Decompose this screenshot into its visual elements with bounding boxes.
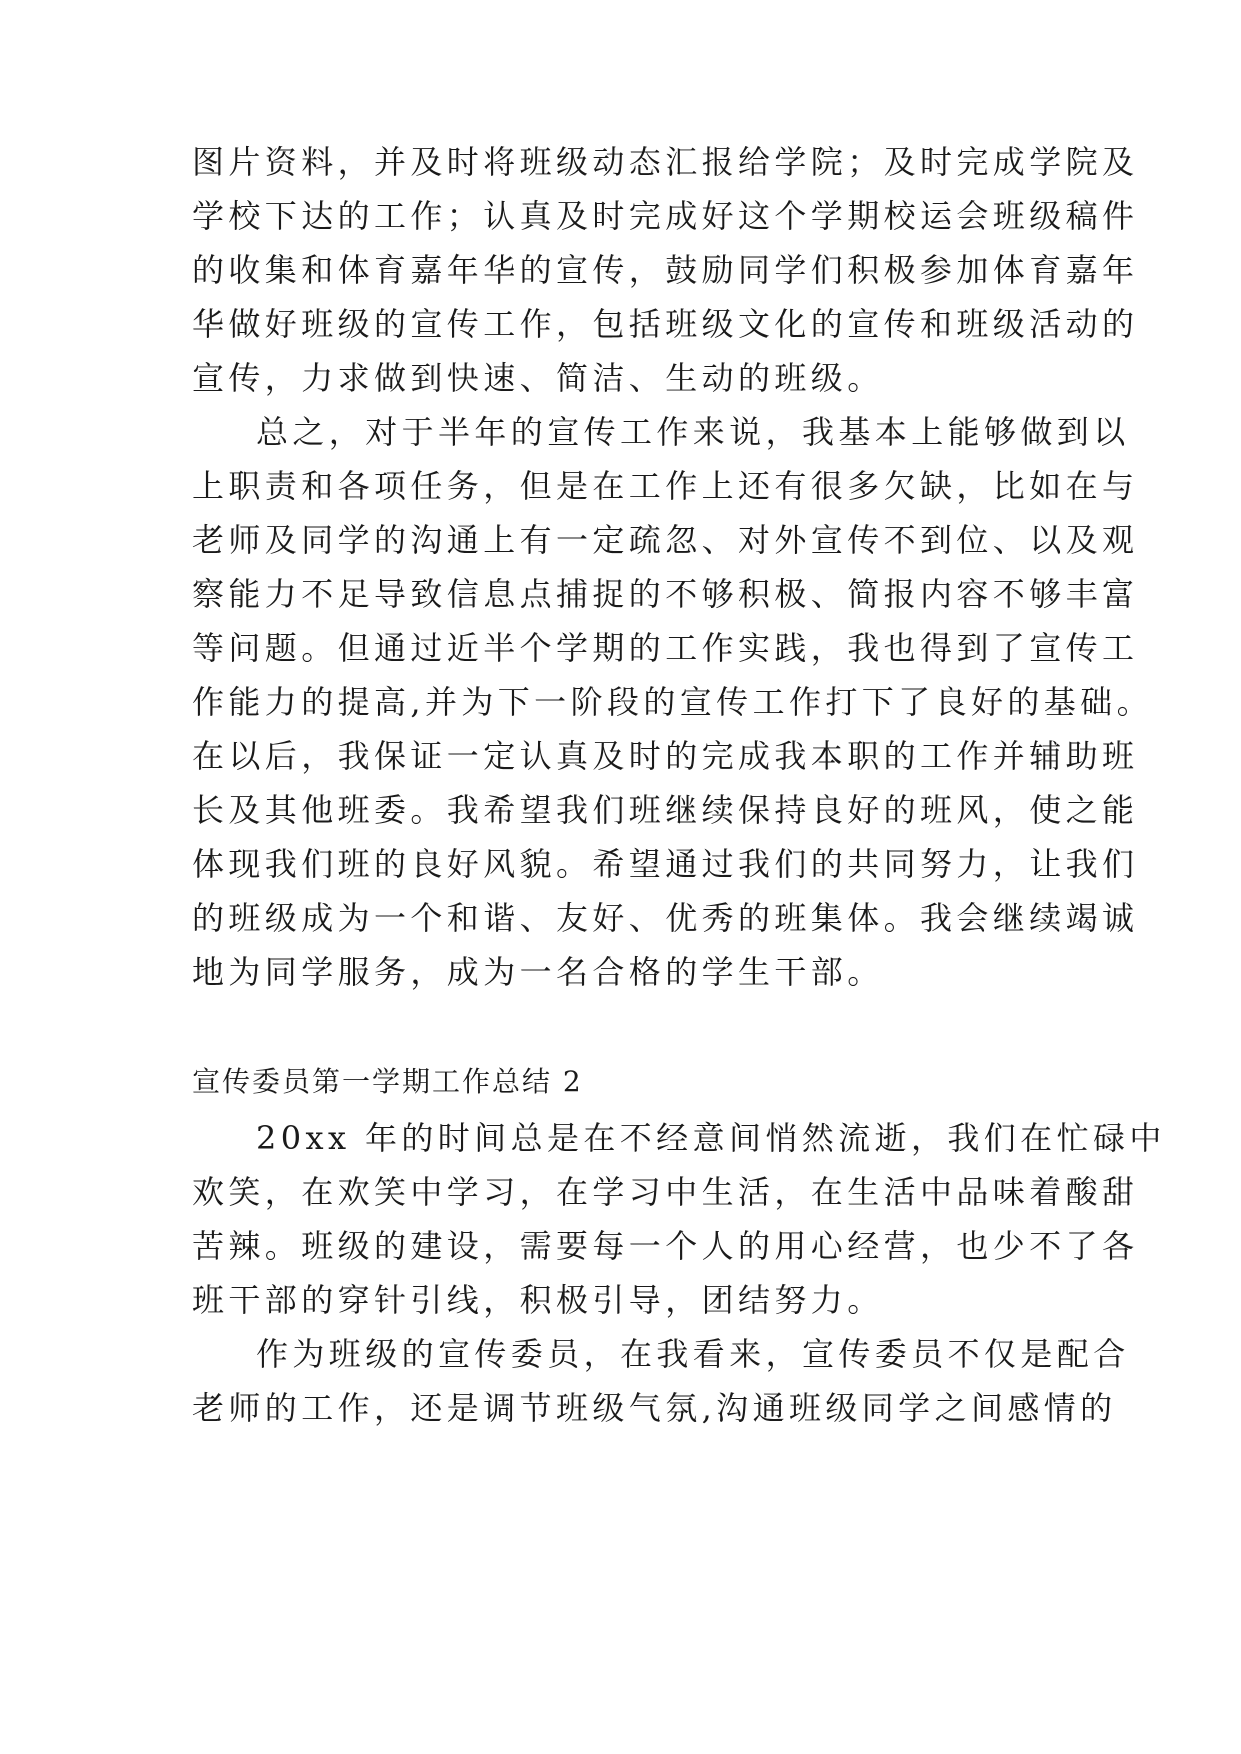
paragraph-2-line-6: 作能力的提高,并为下一阶段的宣传工作打下了良好的基础。 [192,683,1153,721]
paragraph-4-line-1: 作为班级的宣传委员，在我看来，宣传委员不仅是配合 [256,1335,1130,1373]
paragraph-3-line-2: 欢笑，在欢笑中学习，在学习中生活，在生活中品味着酸甜 [192,1173,1139,1211]
paragraph-2-line-7: 在以后，我保证一定认真及时的完成我本职的工作并辅助班 [192,737,1139,775]
paragraph-2-line-11: 地为同学服务，成为一名合格的学生干部。 [192,953,884,991]
paragraph-3-line-3: 苦辣。班级的建设，需要每一个人的用心经营，也少不了各 [192,1227,1139,1265]
paragraph-1-line-5: 宣传，力求做到快速、简洁、生动的班级。 [192,359,884,397]
paragraph-2-line-4: 察能力不足导致信息点捕捉的不够积极、简报内容不够丰富 [192,575,1139,613]
paragraph-1-line-2: 学校下达的工作；认真及时完成好这个学期校运会班级稿件 [192,197,1139,235]
section-title: 宣传委员第一学期工作总结 2 [192,1065,583,1098]
paragraph-2-line-9: 体现我们班的良好风貌。希望通过我们的共同努力，让我们 [192,845,1139,883]
paragraph-2-line-10: 的班级成为一个和谐、友好、优秀的班集体。我会继续竭诚 [192,899,1139,937]
paragraph-2-line-3: 老师及同学的沟通上有一定疏忽、对外宣传不到位、以及观 [192,521,1139,559]
paragraph-2-line-5: 等问题。但通过近半个学期的工作实践，我也得到了宣传工 [192,629,1139,667]
paragraph-2-line-2: 上职责和各项任务，但是在工作上还有很多欠缺，比如在与 [192,467,1139,505]
paragraph-3-line-1: 20xx 年的时间总是在不经意间悄然流逝，我们在忙碌中 [256,1119,1166,1157]
paragraph-1-line-4: 华做好班级的宣传工作，包括班级文化的宣传和班级活动的 [192,305,1139,343]
paragraph-4-line-2: 老师的工作，还是调节班级气氛,沟通班级同学之间感情的 [192,1389,1117,1427]
paragraph-1-line-3: 的收集和体育嘉年华的宣传，鼓励同学们积极参加体育嘉年 [192,251,1139,289]
paragraph-2-line-8: 长及其他班委。我希望我们班继续保持良好的班风，使之能 [192,791,1139,829]
paragraph-1-line-1: 图片资料，并及时将班级动态汇报给学院；及时完成学院及 [192,143,1139,181]
paragraph-3-line-4: 班干部的穿针引线，积极引导，团结努力。 [192,1281,884,1319]
paragraph-2-line-1: 总之，对于半年的宣传工作来说，我基本上能够做到以 [256,413,1130,451]
